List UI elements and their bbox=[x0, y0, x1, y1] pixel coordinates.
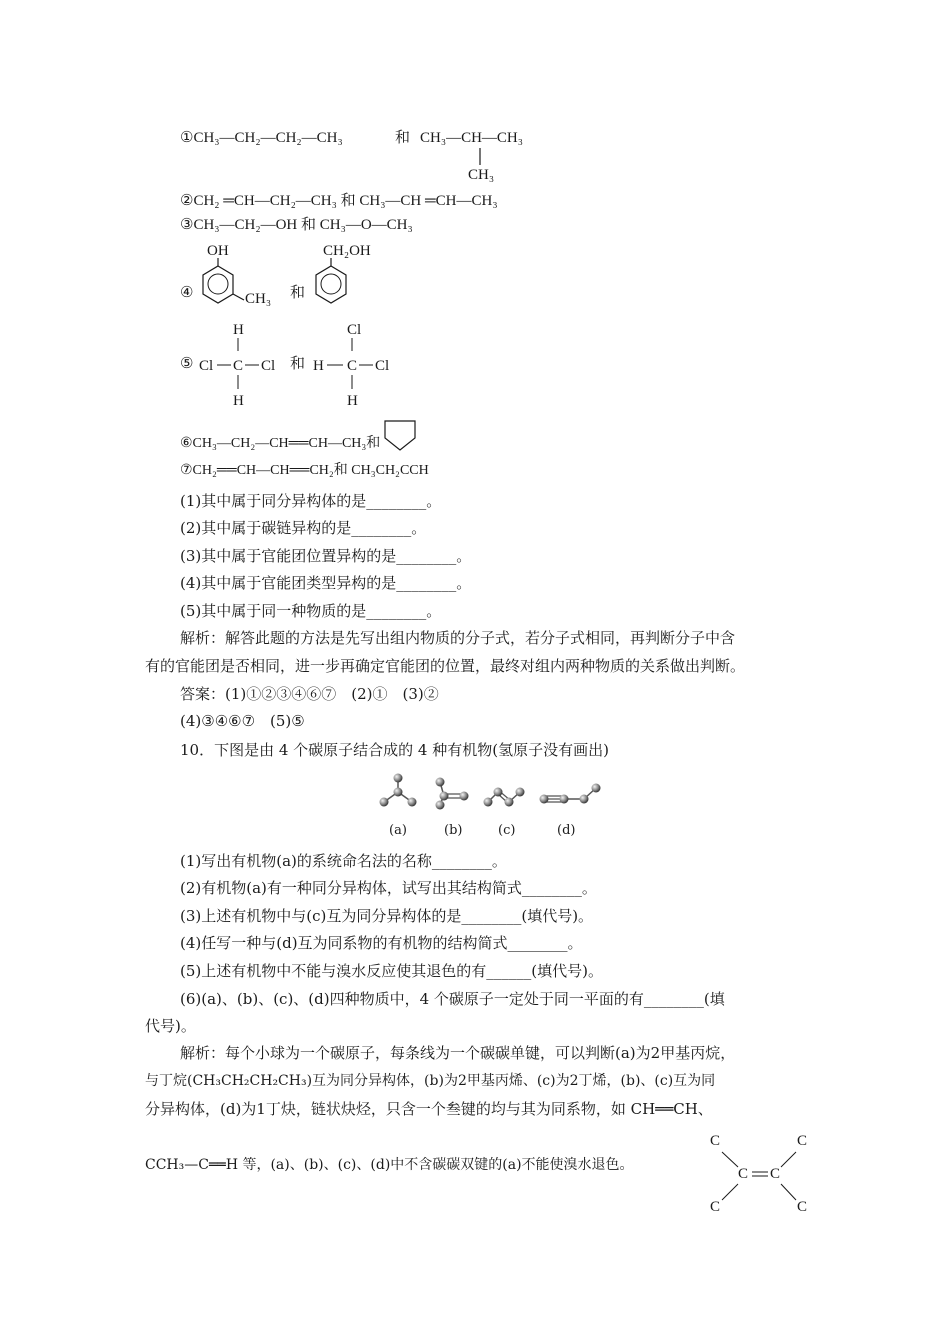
svg-text:H: H bbox=[233, 322, 244, 338]
alkene-c-mid-left: C bbox=[738, 1166, 749, 1182]
pair-4-right-ch2oh: CH₂OH bbox=[323, 243, 371, 259]
pair-7: ⑦CH₂══CH—CH══CH₂和 CH₃CH₂CCH bbox=[180, 463, 429, 478]
q10-item-3: (3)上述有机物中与(c)互为同分异构体的是________(填代号)。 bbox=[180, 907, 594, 925]
pair-2: ②CH₂ ═CH—CH₂—CH₃ 和 CH₃—CH ═CH—CH₃ bbox=[180, 193, 498, 209]
model-label-d: (d) bbox=[557, 823, 576, 838]
q10-item-6-cont: 代号)。 bbox=[145, 1017, 196, 1035]
alkene-c-mid-right: C bbox=[770, 1166, 781, 1182]
alkene-c-bottom-right: C bbox=[797, 1199, 808, 1215]
q9-item-2: (2)其中属于碳链异构的是________。 bbox=[180, 519, 427, 537]
pair-4-left-oh: OH bbox=[207, 243, 229, 259]
q10-item-1: (1)写出有机物(a)的系统命名法的名称________。 bbox=[180, 852, 507, 870]
q9-answer-1: 答案：(1)①②③④⑥⑦ (2)① (3)② bbox=[180, 685, 439, 703]
model-b bbox=[436, 778, 469, 810]
model-c bbox=[484, 788, 525, 807]
q10-analysis-2: 与丁烷(CH₃CH₂CH₂CH₃)互为同分异构体，(b)为2甲基丙烯、(c)为2丁烯，(b)、(c)互为同 bbox=[145, 1073, 716, 1089]
q10-item-2: (2)有机物(a)有一种同分异构体，试写出其结构简式________。 bbox=[180, 879, 597, 897]
cyclopentane-ring bbox=[384, 420, 418, 452]
pair-1-left: ①CH₃—CH₂—CH₂—CH₃ bbox=[180, 130, 343, 146]
pair-1-right: CH₃—CH—CH₃ bbox=[420, 130, 523, 146]
ball-and-stick-models bbox=[372, 772, 622, 842]
svg-text:H: H bbox=[233, 393, 244, 409]
svg-text:C: C bbox=[233, 358, 244, 374]
q10-analysis-3: 分异构体，(d)为1丁炔，链状炔烃，只含一个叁键的均与其为同系物，如 CH══CH、 bbox=[145, 1100, 713, 1118]
q9-answer-2: (4)③④⑥⑦ (5)⑤ bbox=[180, 712, 305, 730]
q9-item-5: (5)其中属于同一种物质的是________。 bbox=[180, 602, 442, 620]
benzene-ring-benzyl-alcohol bbox=[314, 258, 364, 310]
model-label-b: (b) bbox=[444, 823, 463, 838]
pair-4-left-ch3: CH₃ bbox=[245, 291, 272, 307]
alkene-c-bottom-left: C bbox=[710, 1199, 721, 1215]
pair-3: ③CH₃—CH₂—OH 和 CH₃—O—CH₃ bbox=[180, 217, 413, 233]
pair-1-branch: CH₃ bbox=[468, 167, 495, 183]
alkene-skeleton-bonds bbox=[700, 1130, 820, 1220]
q9-item-4: (4)其中属于官能团类型异构的是________。 bbox=[180, 574, 472, 592]
pair-5-and: 和 bbox=[290, 356, 306, 372]
pair-1-and: 和 bbox=[395, 130, 411, 146]
model-a bbox=[380, 774, 417, 807]
q10-stem: 10．下图是由 4 个碳原子结合成的 4 种有机物(氢原子没有画出) bbox=[180, 741, 609, 759]
q10-item-6: (6)(a)、(b)、(c)、(d)四种物质中，4 个碳原子一定处于同一平面的有________(填 bbox=[180, 990, 725, 1008]
q10-item-5: (5)上述有机物中不能与溴水反应使其退色的有______(填代号)。 bbox=[180, 962, 603, 980]
pair-4-num: ④ bbox=[180, 285, 194, 301]
svg-text:Cl: Cl bbox=[261, 358, 276, 374]
q9-analysis-1: 解析：解答此题的方法是先写出组内物质的分子式，若分子式相同，再判断分子中含 bbox=[180, 629, 736, 647]
q9-item-1: (1)其中属于同分异构体的是________。 bbox=[180, 492, 442, 510]
svg-text:H: H bbox=[347, 393, 358, 409]
model-label-c: (c) bbox=[498, 823, 516, 838]
q9-item-3: (3)其中属于官能团位置异构的是________。 bbox=[180, 547, 472, 565]
svg-text:Cl: Cl bbox=[347, 322, 362, 338]
model-d bbox=[540, 784, 601, 804]
q10-analysis-1: 解析：每个小球为一个碳原子，每条线为一个碳碳单键，可以判断(a)为2甲基丙烷， bbox=[180, 1044, 736, 1062]
alkene-c-top-left: C bbox=[710, 1133, 721, 1149]
q9-analysis-2: 有的官能团是否相同，进一步再确定官能团的位置，最终对组内两种物质的关系做出判断。 bbox=[145, 657, 746, 675]
q10-item-4: (4)任写一种与(d)互为同系物的有机物的结构简式________。 bbox=[180, 934, 583, 952]
svg-text:Cl: Cl bbox=[199, 358, 214, 374]
q10-analysis-4: CCH₃—C══H 等，(a)、(b)、(c)、(d)中不含碳碳双键的(a)不能使溴水退色。 bbox=[145, 1157, 634, 1173]
pair-4-and: 和 bbox=[290, 285, 306, 301]
svg-text:C: C bbox=[347, 358, 358, 374]
pair-6: ⑥CH₃—CH₂—CH══CH—CH₃和 bbox=[180, 436, 381, 451]
svg-text:Cl: Cl bbox=[375, 358, 390, 374]
svg-text:H: H bbox=[313, 358, 324, 374]
pair-5-num: ⑤ bbox=[180, 356, 194, 372]
model-label-a: (a) bbox=[389, 823, 407, 838]
alkene-c-top-right: C bbox=[797, 1133, 808, 1149]
